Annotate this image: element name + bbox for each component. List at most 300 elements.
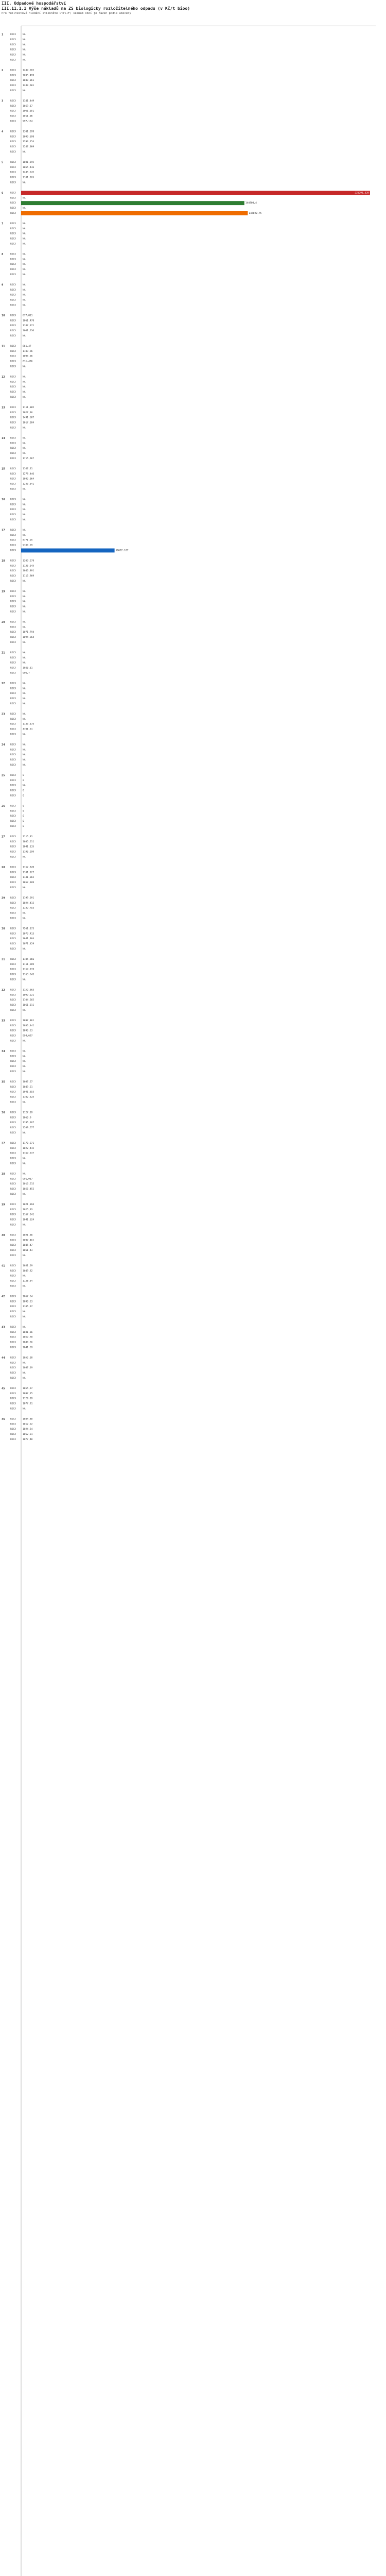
data-label: 1067,54 [23,1295,33,1298]
data-label: 1245,245 [23,171,34,174]
row-label: ROCX [10,927,16,930]
data-label: 1077,48 [23,1438,33,1441]
row-label: ROCX [10,948,16,951]
row-label: ROCX [10,181,16,184]
row-label: ROCX [10,994,16,997]
chart-hint: Pro fulltextové hledání stiskněte Ctrl+F; seznam obcí je řazen podle abecedy [2,12,131,15]
data-label: NA [23,519,26,521]
row-label: ROCX [10,1040,16,1043]
data-label: 1196,299 [23,851,34,854]
group-label: 36 [2,1111,5,1114]
data-label: NA [23,33,26,36]
data-label: 1017,384 [23,421,34,425]
data-label: 1062,21 [23,1433,33,1436]
row-label: ROCX [10,1326,16,1329]
data-label: NA [23,232,26,235]
row-label: ROCX [10,534,16,537]
data-label: NA [23,784,26,787]
data-label: 0 [23,815,24,818]
row-label: ROCX [10,238,16,241]
data-label: NA [23,59,26,62]
row-label: ROCX [10,1402,16,1405]
data-label: 8771,25 [23,539,33,542]
row-label: ROCX [10,90,16,92]
data-label: 1065,436 [23,166,34,169]
data-label: 0 [23,805,24,808]
data-label: 1129,09 [23,1397,33,1400]
row-label: ROCX [10,1346,16,1349]
data-label: NA [23,1162,26,1165]
row-label: ROCX [10,1065,16,1069]
data-label: 1167,31 [23,467,33,470]
data-label: 997,154 [23,120,33,123]
row-label: ROCX [10,1157,16,1160]
data-label: NA [23,626,26,629]
data-label: 1073,413 [23,933,34,936]
row-label: ROCX [10,355,16,358]
row-label: ROCX [10,631,16,634]
row-label: ROCX [10,973,16,976]
data-label: NA [23,294,26,297]
row-label: ROCX [10,805,16,808]
data-label: 1167,241 [23,1213,34,1216]
row-label: ROCX [10,718,16,721]
data-label: NA [23,948,26,951]
data-label: 1097,861 [23,1019,34,1022]
data-label: NA [23,1040,26,1043]
row-label: ROCX [10,774,16,777]
row-label: ROCX [10,176,16,179]
row-label: ROCX [10,514,16,517]
data-label: 1128,54 [23,1280,33,1283]
row-label: ROCX [10,1316,16,1318]
data-label: 1036,441 [23,1024,34,1027]
group-label: 26 [2,804,5,808]
row-label: ROCX [10,595,16,598]
row-label: ROCX [10,442,16,445]
data-label: NA [23,1408,26,1411]
row-label: ROCX [10,427,16,430]
group-label: 22 [2,682,5,685]
row-label: ROCX [10,519,16,521]
row-label: ROCX [10,69,16,72]
row-label: ROCX [10,1188,16,1191]
row-label: ROCX [10,1071,16,1073]
row-label: ROCX [10,723,16,726]
data-label: 1105,97 [23,1306,33,1309]
row-label: ROCX [10,457,16,460]
row-label: ROCX [10,350,16,353]
group-label: 9 [2,283,4,287]
data-label: NA [23,733,26,736]
data-label: 1021,36 [23,1234,33,1237]
row-label: ROCX [10,1255,16,1257]
data-label: NA [23,605,26,608]
data-label: 1104,265 [23,999,34,1002]
data-label: 1099,221 [23,994,34,997]
data-label: 1096,53 [23,1029,33,1032]
group-label: 44 [2,1356,5,1360]
row-label: ROCX [10,1060,16,1063]
data-label: NA [23,1060,26,1063]
data-label: 1105,866 [23,958,34,961]
data-label: 1341,449 [23,99,34,103]
row-label: ROCX [10,1408,16,1411]
data-label: NA [23,488,26,491]
row-label: ROCX [10,1116,16,1120]
data-label: NA [23,580,26,583]
data-label: 0 [23,825,24,828]
row-label: ROCX [10,779,16,782]
row-label: ROCX [10,1178,16,1181]
data-label: 1031,66 [23,1331,33,1334]
row-label: ROCX [10,99,16,103]
data-label: 1077,91 [23,1402,33,1405]
row-label: ROCX [10,1208,16,1211]
group-label: 11 [2,345,5,348]
row-label: ROCX [10,274,16,276]
data-label: 1163,543 [23,973,34,976]
data-label: NA [23,509,26,512]
row-label: ROCX [10,166,16,169]
data-label: NA [23,912,26,915]
row-label: ROCX [10,565,16,568]
data-label: 1024,54 [23,1428,33,1431]
row-label: ROCX [10,151,16,154]
data-label: NA [23,391,26,394]
row-label: ROCX [10,590,16,593]
data-label: NA [23,1157,26,1160]
row-label: ROCX [10,621,16,624]
data-label: 1669,17 [23,105,33,108]
data-label: 147020,75 [249,212,262,215]
group-label: 43 [2,1326,5,1329]
row-label: ROCX [10,575,16,578]
data-label: NA [23,299,26,302]
data-label: NA [23,1173,26,1176]
row-label: ROCX [10,376,16,379]
row-label: ROCX [10,856,16,859]
data-label: NA [23,48,26,52]
data-label: NA [23,621,26,624]
row-label: ROCX [10,651,16,654]
row-label: ROCX [10,938,16,941]
row-label: ROCX [10,544,16,547]
data-label: NA [23,529,26,532]
row-label: ROCX [10,1173,16,1176]
data-label: NA [23,396,26,399]
data-label: 1052,38 [23,1357,33,1360]
row-label: ROCX [10,1331,16,1334]
data-label: NA [23,1009,26,1012]
data-label: NA [23,1316,26,1318]
row-label: ROCX [10,1244,16,1247]
data-label: NA [23,718,26,721]
data-label: 144800,4 [245,202,257,205]
data-label: 1087,19 [23,1367,33,1370]
data-label: 1097,15 [23,1392,33,1395]
data-label: 1061,236 [23,330,34,333]
row-label: ROCX [10,207,16,210]
group-label: 13 [2,406,5,410]
row-label: ROCX [10,600,16,603]
data-label: 1135,145 [23,565,34,568]
row-label: ROCX [10,253,16,256]
data-label: NA [23,1377,26,1380]
row-label: ROCX [10,146,16,149]
row-label: ROCX [10,794,16,798]
data-label: 0 [23,789,24,792]
data-label: 1152,849 [23,866,34,869]
data-label: NA [23,452,26,455]
data-label: NA [23,289,26,292]
row-label: ROCX [10,866,16,869]
data-label: 1090,33 [23,1300,33,1303]
data-label: NA [23,54,26,57]
data-label: 1048,061 [23,79,34,82]
row-label: ROCX [10,1387,16,1390]
data-label: NA [23,534,26,537]
bar [21,201,244,205]
row-label: ROCX [10,54,16,57]
data-label: 0 [23,774,24,777]
row-label: ROCX [10,192,16,195]
row-label: ROCX [10,314,16,317]
data-label: NA [23,243,26,246]
data-label: 1011,06 [23,115,33,118]
data-label: 1055,97 [23,1387,33,1390]
group-label: 20 [2,620,5,624]
row-label: ROCX [10,882,16,885]
data-label: 1152,563 [23,989,34,992]
data-label: 1111,005 [23,406,34,409]
data-label: 1169,637 [23,1152,34,1155]
data-label: 1247,089 [23,146,34,149]
group-label: 39 [2,1203,5,1207]
row-label: ROCX [10,130,16,133]
data-label: NA [23,1362,26,1365]
group-label: 17 [2,529,5,532]
data-label: 1024,412 [23,902,34,905]
row-label: ROCX [10,227,16,230]
data-label: 1209,577 [23,1127,34,1130]
data-label: 1131,362 [23,876,34,879]
row-label: ROCX [10,105,16,108]
data-label: NA [23,238,26,241]
data-label: NA [23,197,26,200]
row-label: ROCX [10,1122,16,1125]
data-label: 1056,452 [23,1188,34,1191]
data-label: 1061,051 [23,110,34,113]
row-label: ROCX [10,1224,16,1227]
data-label: 1052,109 [23,882,34,885]
data-label: NA [23,698,26,701]
row-label: ROCX [10,135,16,139]
row-label: ROCX [10,48,16,52]
row-label: ROCX [10,360,16,363]
row-label: ROCX [10,999,16,1002]
data-label: 1143,375 [23,723,34,726]
row-label: ROCX [10,1264,16,1267]
data-label: 1087,67 [23,1080,33,1083]
group-label: 16 [2,498,5,501]
data-label: NA [23,181,26,184]
row-label: ROCX [10,759,16,762]
row-label: ROCX [10,1203,16,1206]
row-label: ROCX [10,483,16,486]
row-label: ROCX [10,386,16,389]
row-label: ROCX [10,212,16,215]
data-label: 1041,553 [23,1091,34,1094]
row-label: ROCX [10,1029,16,1032]
row-label: ROCX [10,1132,16,1134]
data-label: 994,697 [23,1035,33,1038]
data-label: 831,486 [23,360,33,363]
data-label: 1061,478 [23,319,34,323]
row-label: ROCX [10,912,16,915]
data-label: NA [23,268,26,272]
row-label: ROCX [10,636,16,639]
data-label: NA [23,611,26,614]
data-label: NA [23,917,26,920]
data-label: 1022,415 [23,1147,34,1150]
row-label: ROCX [10,989,16,992]
bar [21,191,370,195]
row-label: ROCX [10,1147,16,1150]
row-label: ROCX [10,1433,16,1436]
row-label: ROCX [10,325,16,328]
row-label: ROCX [10,304,16,307]
row-label: ROCX [10,820,16,823]
group-label: 32 [2,988,5,992]
group-label: 24 [2,743,5,747]
data-label: 991,937 [23,1178,33,1181]
data-label: NA [23,1132,26,1134]
row-label: ROCX [10,1050,16,1053]
row-label: ROCX [10,330,16,333]
row-label: ROCX [10,529,16,532]
data-label: 1170,271 [23,1142,34,1145]
data-label: 1097,461 [23,1239,34,1242]
row-label: ROCX [10,871,16,874]
row-label: ROCX [10,1423,16,1426]
row-label: ROCX [10,38,16,41]
row-label: ROCX [10,1127,16,1130]
group-label: 23 [2,713,5,716]
row-label: ROCX [10,268,16,272]
row-label: ROCX [10,902,16,905]
data-label: NA [23,662,26,665]
row-label: ROCX [10,835,16,838]
group-label: 19 [2,590,5,594]
data-label: NA [23,498,26,501]
row-label: ROCX [10,1341,16,1344]
data-label: 1045,47 [23,1244,33,1247]
data-label: NA [23,651,26,654]
row-label: ROCX [10,1357,16,1360]
data-label: NA [23,365,26,368]
data-label: 1095,499 [23,74,34,77]
row-label: ROCX [10,662,16,665]
group-label: 42 [2,1295,5,1298]
data-label: NA [23,43,26,46]
row-label: ROCX [10,963,16,966]
row-label: ROCX [10,467,16,470]
row-label: ROCX [10,74,16,77]
data-label: NA [23,1050,26,1053]
data-label: 1096,96 [23,355,33,358]
data-label: NA [23,1193,26,1196]
row-label: ROCX [10,580,16,583]
row-label: ROCX [10,202,16,205]
data-label: 1189,753 [23,907,34,910]
row-label: ROCX [10,1372,16,1375]
data-label: 1195,167 [23,1122,34,1125]
row-label: ROCX [10,845,16,849]
row-label: ROCX [10,1377,16,1380]
row-label: ROCX [10,1269,16,1273]
row-label: ROCX [10,1300,16,1303]
data-label: 1715,667 [23,457,34,460]
data-label: NA [23,590,26,593]
row-label: ROCX [10,570,16,573]
row-label: ROCX [10,1024,16,1027]
data-label: NA [23,442,26,445]
data-label: 1040,56 [23,1341,33,1344]
row-label: ROCX [10,365,16,368]
data-label: 1046,891 [23,570,34,573]
data-label: NA [23,978,26,981]
row-label: ROCX [10,1162,16,1165]
row-label: ROCX [10,1234,16,1237]
group-label: 3 [2,99,4,103]
group-label: 21 [2,651,5,655]
row-label: ROCX [10,1367,16,1370]
row-label: ROCX [10,498,16,501]
row-label: ROCX [10,968,16,971]
row-label: ROCX [10,978,16,981]
row-label: ROCX [10,851,16,854]
row-label: ROCX [10,1142,16,1145]
row-label: ROCX [10,728,16,731]
data-label: 1060,9 [23,1116,31,1120]
data-label: 1025,93 [23,1208,33,1211]
row-label: ROCX [10,896,16,900]
data-label: NA [23,600,26,603]
row-label: ROCX [10,416,16,419]
data-label: 1249,265 [23,69,34,72]
row-label: ROCX [10,1101,16,1104]
group-label: 40 [2,1233,5,1237]
data-label: 1012,22 [23,1423,33,1426]
row-label: ROCX [10,933,16,936]
row-label: ROCX [10,656,16,659]
data-label: 1041,135 [23,845,34,849]
data-label: 1278,446 [23,472,34,476]
data-label: 1115,969 [23,575,34,578]
data-label: NA [23,887,26,889]
row-label: ROCX [10,907,16,910]
data-label: 4701,61 [23,728,33,731]
data-label: NA [23,1224,26,1227]
data-label: NA [23,283,26,286]
data-label: NA [23,1255,26,1257]
data-label: 1085,611 [23,840,34,843]
row-label: ROCX [10,509,16,512]
row-label: ROCX [10,733,16,736]
row-label: ROCX [10,713,16,716]
row-label: ROCX [10,887,16,889]
